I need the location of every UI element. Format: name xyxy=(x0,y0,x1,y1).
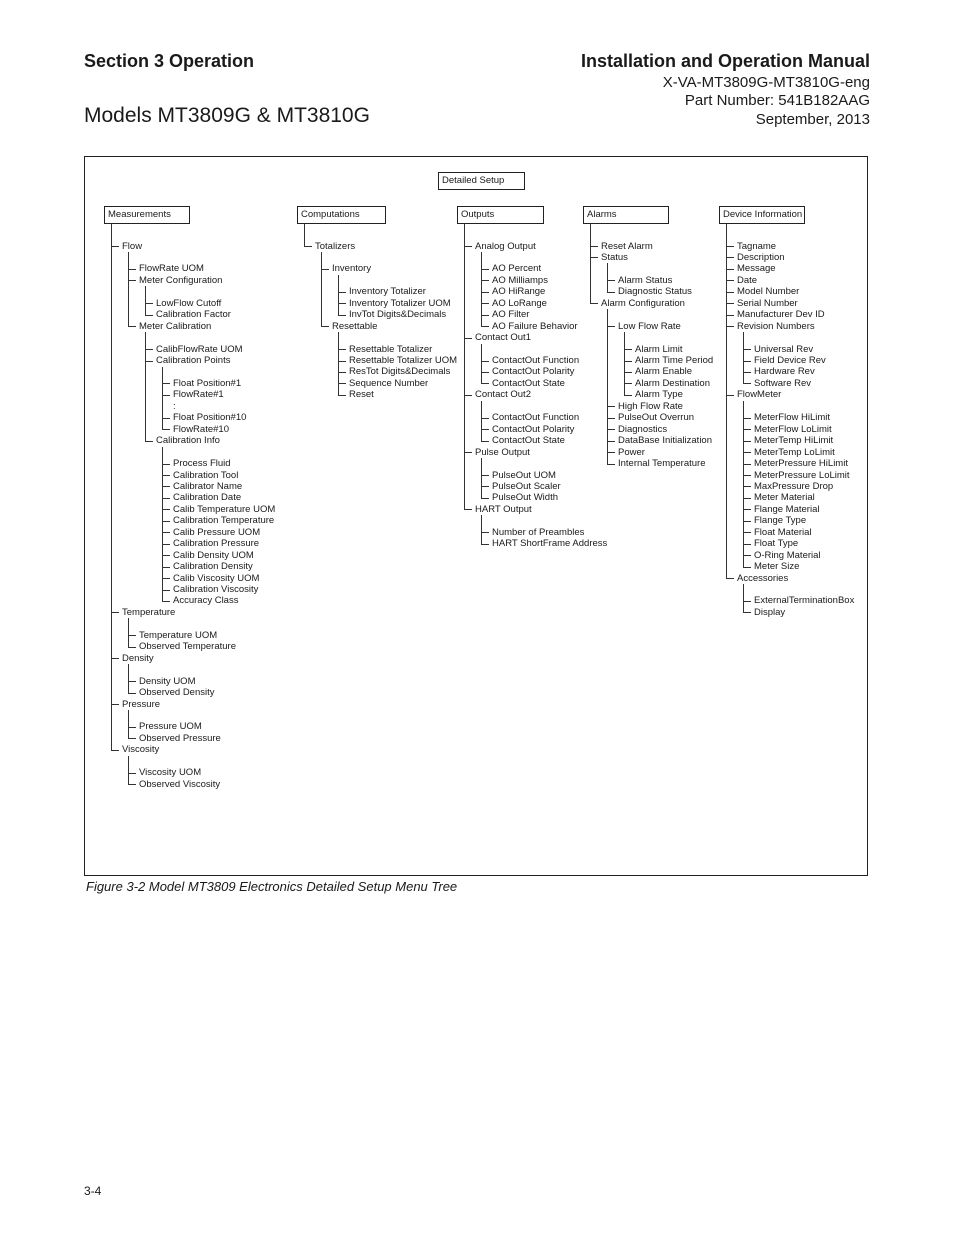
tree-item-display: Display xyxy=(754,606,786,618)
tree-connector xyxy=(464,509,472,510)
tree-item-resettable-totalizer-uom: Resettable Totalizer UOM xyxy=(349,355,458,366)
tree-connector xyxy=(743,509,751,510)
tree-connector xyxy=(481,269,489,270)
tree-item-software-rev: Software Rev xyxy=(754,377,812,389)
tree-connector xyxy=(590,257,598,258)
tree-item-float-position-10: Float Position#10 xyxy=(173,412,247,424)
tree-item-resettable: Resettable xyxy=(332,320,378,332)
tree-trunk xyxy=(162,447,163,602)
tree-item-flowmeter: FlowMeter xyxy=(737,389,782,401)
tree-item-ao-milliamps: AO Milliamps xyxy=(492,274,548,286)
tree-item-sequence-number: Sequence Number xyxy=(349,377,429,389)
tree-connector xyxy=(128,647,136,648)
tree-connector xyxy=(743,418,751,419)
tree-connector xyxy=(162,509,170,510)
tree-connector xyxy=(111,658,119,659)
tree-connector xyxy=(726,303,734,304)
tree-connector xyxy=(743,372,751,373)
tree-item-diagnostics: Diagnostics xyxy=(618,423,668,435)
tree-item-calib-pressure-uom: Calib Pressure UOM xyxy=(173,526,261,538)
tree-connector xyxy=(481,475,489,476)
tree-connector xyxy=(607,406,615,407)
tree-item-meterpressure-lolimit: MeterPressure LoLimit xyxy=(754,469,850,481)
tree-item-model-number: Model Number xyxy=(737,286,800,298)
tree-connector xyxy=(481,315,489,316)
tree-item-meter-configuration: Meter Configuration xyxy=(139,274,223,286)
tree-item-manufacturer-dev-id: Manufacturer Dev ID xyxy=(737,309,825,321)
tree-connector xyxy=(145,361,153,362)
tree-item-contactout-state: ContactOut State xyxy=(492,377,565,389)
tree-item-density: Density xyxy=(122,652,154,664)
tree-connector xyxy=(162,521,170,522)
tree-connector xyxy=(607,464,615,465)
tree-connector xyxy=(481,326,489,327)
document-id: X-VA-MT3809G-MT3810G-eng xyxy=(662,74,870,91)
tree-connector xyxy=(743,521,751,522)
tree-connector xyxy=(128,773,136,774)
tree-connector xyxy=(624,383,632,384)
tree-trunk xyxy=(128,618,129,647)
tree-connector xyxy=(607,326,615,327)
tree-connector xyxy=(481,303,489,304)
tree-item-alarm-configuration: Alarm Configuration xyxy=(601,297,685,309)
tree-connector xyxy=(624,395,632,396)
tree-trunk xyxy=(607,309,608,464)
tree-item-inventory: Inventory xyxy=(332,263,372,275)
tree-connector xyxy=(464,395,472,396)
tree-connector xyxy=(743,441,751,442)
tree-item-meter-material: Meter Material xyxy=(754,492,815,504)
tree-connector xyxy=(743,567,751,568)
tree-item-contactout-function: ContactOut Function xyxy=(492,412,580,424)
tree-item-date: Date xyxy=(737,274,758,286)
tree-item-restot-digits-decimals: ResTot Digits&Decimals xyxy=(349,366,451,378)
tree-connector xyxy=(321,269,329,270)
tree-connector xyxy=(481,361,489,362)
tree-connector xyxy=(111,750,119,751)
publication-date: September, 2013 xyxy=(755,111,870,128)
tree-item-calib-viscosity-uom: Calib Viscosity UOM xyxy=(173,572,260,584)
tree-connector xyxy=(111,246,119,247)
tree-connector xyxy=(590,246,598,247)
tree-item-meter-size: Meter Size xyxy=(754,561,800,573)
tree-item-alarm-status: Alarm Status xyxy=(618,274,673,286)
tree-item-ao-failure-behavior: AO Failure Behavior xyxy=(492,320,578,332)
tree-trunk xyxy=(128,756,129,785)
page-number: 3-4 xyxy=(84,1184,102,1198)
tree-trunk xyxy=(590,224,591,304)
tree-item-power: Power xyxy=(618,446,645,458)
tree-item-pulse-output: Pulse Output xyxy=(475,446,530,458)
figure-caption: Figure 3-2 Model MT3809 Electronics Detailed Setup Menu Tree xyxy=(86,879,458,894)
tree-connector xyxy=(481,280,489,281)
tree-trunk xyxy=(743,332,744,384)
tree-item-database-initialization: DataBase Initialization xyxy=(618,435,712,447)
tree-connector xyxy=(162,567,170,568)
tree-item-ao-hirange: AO HiRange xyxy=(492,286,546,298)
tree-item-message: Message xyxy=(737,263,776,275)
tree-item-resettable-totalizer: Resettable Totalizer xyxy=(349,343,433,355)
tree-item-description: Description xyxy=(737,251,785,263)
tree-connector xyxy=(338,361,346,362)
tree-connector xyxy=(726,326,734,327)
tree-item-calibflowrate-uom: CalibFlowRate UOM xyxy=(156,343,243,355)
tree-item-calibration-tool: Calibration Tool xyxy=(173,469,239,481)
tree-item-internal-temperature: Internal Temperature xyxy=(618,458,706,470)
tree-connector xyxy=(481,532,489,533)
tree-item-reset-alarm: Reset Alarm xyxy=(601,240,653,252)
tree-item-temperature-uom: Temperature UOM xyxy=(139,629,218,641)
tree-item-flowrate-10: FlowRate#10 xyxy=(173,423,229,435)
tree-trunk xyxy=(128,252,129,327)
tree-item-ao-filter: AO Filter xyxy=(492,309,530,321)
tree-item-tagname: Tagname xyxy=(737,240,777,252)
tree-connector xyxy=(321,326,329,327)
tree-item-universal-rev: Universal Rev xyxy=(754,343,814,355)
tree-item-o-ring-material: O-Ring Material xyxy=(754,549,821,561)
tree-item-serial-number: Serial Number xyxy=(737,297,798,309)
tree-item-meterflow-lolimit: MeterFlow LoLimit xyxy=(754,423,832,435)
tree-item-pulseout-scaler: PulseOut Scaler xyxy=(492,480,561,492)
tree-item-metertemp-lolimit: MeterTemp LoLimit xyxy=(754,446,835,458)
tree-trunk xyxy=(743,401,744,568)
tree-connector xyxy=(464,452,472,453)
tree-connector xyxy=(607,418,615,419)
tree-item-float-type: Float Type xyxy=(754,538,799,550)
tree-item-calibration-viscosity: Calibration Viscosity xyxy=(173,584,259,595)
manual-title: Installation and Operation Manual xyxy=(580,51,870,71)
tree-item-high-flow-rate: High Flow Rate xyxy=(618,400,683,412)
tree-item-pressure-uom: Pressure UOM xyxy=(139,721,202,733)
tree-connector xyxy=(481,441,489,442)
tree-item-alarm-limit: Alarm Limit xyxy=(635,343,683,355)
tree-connector xyxy=(743,464,751,465)
tree-item-ellipsis: : xyxy=(173,400,176,412)
tree-connector xyxy=(726,246,734,247)
tree-connector xyxy=(162,498,170,499)
tree-connector xyxy=(481,372,489,373)
tree-item-externalterminationbox: ExternalTerminationBox xyxy=(754,595,855,607)
tree-trunk xyxy=(321,252,322,327)
tree-connector xyxy=(162,555,170,556)
tree-item-contactout-polarity: ContactOut Polarity xyxy=(492,366,575,378)
tree-item-pulseout-uom: PulseOut UOM xyxy=(492,469,556,481)
tree-connector xyxy=(162,601,170,602)
tree-connector xyxy=(162,395,170,396)
tree-trunk xyxy=(145,332,146,442)
category-box-alarms: Alarms xyxy=(583,206,669,224)
tree-connector xyxy=(162,475,170,476)
tree-trunk xyxy=(481,401,482,442)
category-box-device-information: Device Information xyxy=(719,206,805,224)
tree-item-pressure: Pressure xyxy=(122,698,161,710)
tree-trunk xyxy=(607,263,608,292)
tree-item-hardware-rev: Hardware Rev xyxy=(754,366,815,378)
tree-trunk xyxy=(726,224,727,579)
tree-item-lowflow-cutoff: LowFlow Cutoff xyxy=(156,297,222,309)
tree-connector xyxy=(726,269,734,270)
tree-trunk xyxy=(624,332,625,396)
tree-trunk xyxy=(338,332,339,396)
tree-item-hart-shortframe-address: HART ShortFrame Address xyxy=(492,538,608,550)
tree-trunk xyxy=(481,515,482,544)
tree-connector xyxy=(304,246,312,247)
tree-connector xyxy=(162,590,170,591)
tree-item-alarm-destination: Alarm Destination xyxy=(635,377,710,389)
tree-connector xyxy=(128,693,136,694)
category-box-outputs: Outputs xyxy=(457,206,544,224)
tree-trunk xyxy=(481,252,482,327)
category-box-computations: Computations xyxy=(297,206,386,224)
tree-item-contactout-state: ContactOut State xyxy=(492,435,565,447)
section-title: Section 3 Operation xyxy=(84,51,255,71)
tree-connector xyxy=(743,361,751,362)
category-box-measurements: Measurements xyxy=(104,206,190,224)
tree-item-float-position-1: Float Position#1 xyxy=(173,377,242,389)
tree-connector xyxy=(111,704,119,705)
tree-connector xyxy=(162,429,170,430)
tree-connector xyxy=(128,269,136,270)
tree-item-calib-density-uom: Calib Density UOM xyxy=(173,549,254,561)
tree-item-metertemp-hilimit: MeterTemp HiLimit xyxy=(754,435,834,447)
tree-connector xyxy=(128,681,136,682)
tree-connector xyxy=(464,246,472,247)
tree-item-low-flow-rate: Low Flow Rate xyxy=(618,320,681,332)
tree-item-totalizers: Totalizers xyxy=(315,240,356,252)
tree-item-calibration-pressure: Calibration Pressure xyxy=(173,538,260,550)
tree-connector xyxy=(743,475,751,476)
tree-item-calib-temperature-uom: Calib Temperature UOM xyxy=(173,503,276,515)
tree-connector xyxy=(162,532,170,533)
tree-connector xyxy=(624,361,632,362)
tree-trunk xyxy=(743,584,744,613)
tree-item-contactout-function: ContactOut Function xyxy=(492,355,580,366)
tree-item-ao-percent: AO Percent xyxy=(492,263,542,275)
tree-connector xyxy=(162,383,170,384)
tree-connector xyxy=(726,578,734,579)
tree-item-inventory-totalizer-uom: Inventory Totalizer UOM xyxy=(349,297,451,309)
tree-connector xyxy=(111,612,119,613)
tree-connector xyxy=(128,635,136,636)
tree-connector xyxy=(743,498,751,499)
tree-item-flowrate-1: FlowRate#1 xyxy=(173,389,224,401)
tree-connector xyxy=(607,441,615,442)
tree-connector xyxy=(743,601,751,602)
tree-item-accessories: Accessories xyxy=(737,572,789,584)
tree-item-pulseout-width: PulseOut Width xyxy=(492,492,558,504)
tree-connector xyxy=(607,452,615,453)
tree-item-analog-output: Analog Output xyxy=(475,240,536,252)
tree-connector xyxy=(128,784,136,785)
tree-connector xyxy=(145,441,153,442)
tree-connector xyxy=(162,544,170,545)
tree-trunk xyxy=(162,367,163,431)
tree-item-flange-material: Flange Material xyxy=(754,503,820,515)
tree-connector xyxy=(162,418,170,419)
tree-connector xyxy=(743,383,751,384)
tree-connector xyxy=(338,349,346,350)
tree-connector xyxy=(743,452,751,453)
tree-connector xyxy=(743,544,751,545)
part-number: Part Number: 541B182AAG xyxy=(684,92,870,109)
tree-connector xyxy=(338,292,346,293)
tree-connector xyxy=(743,532,751,533)
tree-item-accuracy-class: Accuracy Class xyxy=(173,595,239,607)
tree-trunk xyxy=(481,344,482,385)
tree-connector xyxy=(128,738,136,739)
tree-trunk xyxy=(338,275,339,316)
tree-item-calibration-temperature: Calibration Temperature xyxy=(173,515,275,527)
tree-item-contact-out2: Contact Out2 xyxy=(475,389,531,401)
tree-item-status: Status xyxy=(601,251,628,263)
tree-connector xyxy=(743,486,751,487)
tree-connector xyxy=(481,383,489,384)
tree-connector xyxy=(128,326,136,327)
tree-item-alarm-enable: Alarm Enable xyxy=(635,366,693,378)
tree-item-calibration-info: Calibration Info xyxy=(156,435,220,447)
tree-item-observed-density: Observed Density xyxy=(139,687,215,699)
tree-item-calibration-factor: Calibration Factor xyxy=(156,309,231,321)
tree-item-ao-lorange: AO LoRange xyxy=(492,297,547,309)
tree-connector xyxy=(481,292,489,293)
tree-connector xyxy=(464,338,472,339)
tree-connector xyxy=(162,486,170,487)
tree-item-alarm-time-period: Alarm Time Period xyxy=(635,355,714,366)
tree-connector xyxy=(624,349,632,350)
tree-item-calibrator-name: Calibrator Name xyxy=(173,480,243,492)
tree-connector xyxy=(726,315,734,316)
tree-trunk xyxy=(128,664,129,693)
tree-connector xyxy=(481,498,489,499)
tree-trunk xyxy=(464,224,465,510)
tree-trunk xyxy=(145,286,146,315)
tree-connector xyxy=(481,486,489,487)
tree-item-number-of-preambles: Number of Preambles xyxy=(492,526,585,538)
tree-item-observed-temperature: Observed Temperature xyxy=(139,641,236,653)
tree-connector xyxy=(481,429,489,430)
tree-connector xyxy=(162,464,170,465)
tree-item-calibration-points: Calibration Points xyxy=(156,355,231,366)
tree-connector xyxy=(128,727,136,728)
tree-connector xyxy=(162,578,170,579)
tree-item-temperature: Temperature xyxy=(122,606,176,618)
tree-trunk xyxy=(111,224,112,751)
tree-connector xyxy=(145,303,153,304)
tree-connector xyxy=(726,292,734,293)
tree-trunk xyxy=(304,224,305,247)
tree-item-flow: Flow xyxy=(122,240,143,252)
tree-connector xyxy=(607,280,615,281)
tree-item-field-device-rev: Field Device Rev xyxy=(754,355,826,366)
tree-trunk xyxy=(481,458,482,499)
tree-item-pulseout-overrun: PulseOut Overrun xyxy=(618,412,695,424)
tree-item-maxpressure-drop: MaxPressure Drop xyxy=(754,480,834,492)
tree-item-calibration-density: Calibration Density xyxy=(173,561,253,573)
tree-connector xyxy=(481,418,489,419)
tree-connector xyxy=(145,315,153,316)
root-node-detailed-setup: Detailed Setup xyxy=(438,172,525,190)
tree-item-process-fluid: Process Fluid xyxy=(173,458,231,470)
tree-connector xyxy=(338,395,346,396)
tree-item-meterpressure-hilimit: MeterPressure HiLimit xyxy=(754,458,848,470)
tree-connector xyxy=(726,395,734,396)
tree-connector xyxy=(128,280,136,281)
tree-connector xyxy=(624,372,632,373)
tree-item-revision-numbers: Revision Numbers xyxy=(737,320,815,332)
tree-connector xyxy=(607,292,615,293)
tree-item-calibration-date: Calibration Date xyxy=(173,492,242,504)
tree-connector xyxy=(590,303,598,304)
tree-item-viscosity: Viscosity xyxy=(122,744,160,756)
tree-item-diagnostic-status: Diagnostic Status xyxy=(618,286,692,298)
tree-connector xyxy=(726,257,734,258)
tree-item-flange-type: Flange Type xyxy=(754,515,807,527)
menu-tree-figure xyxy=(84,156,868,876)
tree-item-viscosity-uom: Viscosity UOM xyxy=(139,767,202,779)
tree-item-meter-calibration: Meter Calibration xyxy=(139,320,212,332)
tree-connector xyxy=(743,555,751,556)
tree-item-contactout-polarity: ContactOut Polarity xyxy=(492,423,575,435)
tree-trunk xyxy=(128,710,129,739)
tree-item-meterflow-hilimit: MeterFlow HiLimit xyxy=(754,412,831,424)
tree-connector xyxy=(338,303,346,304)
tree-item-reset: Reset xyxy=(349,389,374,401)
models-title: Models MT3809G & MT3810G xyxy=(84,104,370,127)
tree-item-float-material: Float Material xyxy=(754,526,812,538)
tree-connector xyxy=(338,315,346,316)
tree-item-alarm-type: Alarm Type xyxy=(635,389,683,401)
tree-connector xyxy=(481,544,489,545)
tree-item-contact-out1: Contact Out1 xyxy=(475,332,531,344)
tree-connector xyxy=(607,429,615,430)
tree-connector xyxy=(726,280,734,281)
tree-item-inventory-totalizer: Inventory Totalizer xyxy=(349,286,426,298)
tree-item-density-uom: Density UOM xyxy=(139,675,196,687)
tree-connector xyxy=(743,349,751,350)
tree-item-invtot-digits-decimals: InvTot Digits&Decimals xyxy=(349,309,447,321)
tree-item-flowrate-uom: FlowRate UOM xyxy=(139,263,204,275)
tree-connector xyxy=(743,612,751,613)
tree-item-observed-pressure: Observed Pressure xyxy=(139,732,221,744)
tree-item-observed-viscosity: Observed Viscosity xyxy=(139,778,221,790)
tree-connector xyxy=(338,372,346,373)
tree-connector xyxy=(338,383,346,384)
tree-item-hart-output: HART Output xyxy=(475,503,532,515)
tree-connector xyxy=(743,429,751,430)
tree-connector xyxy=(145,349,153,350)
